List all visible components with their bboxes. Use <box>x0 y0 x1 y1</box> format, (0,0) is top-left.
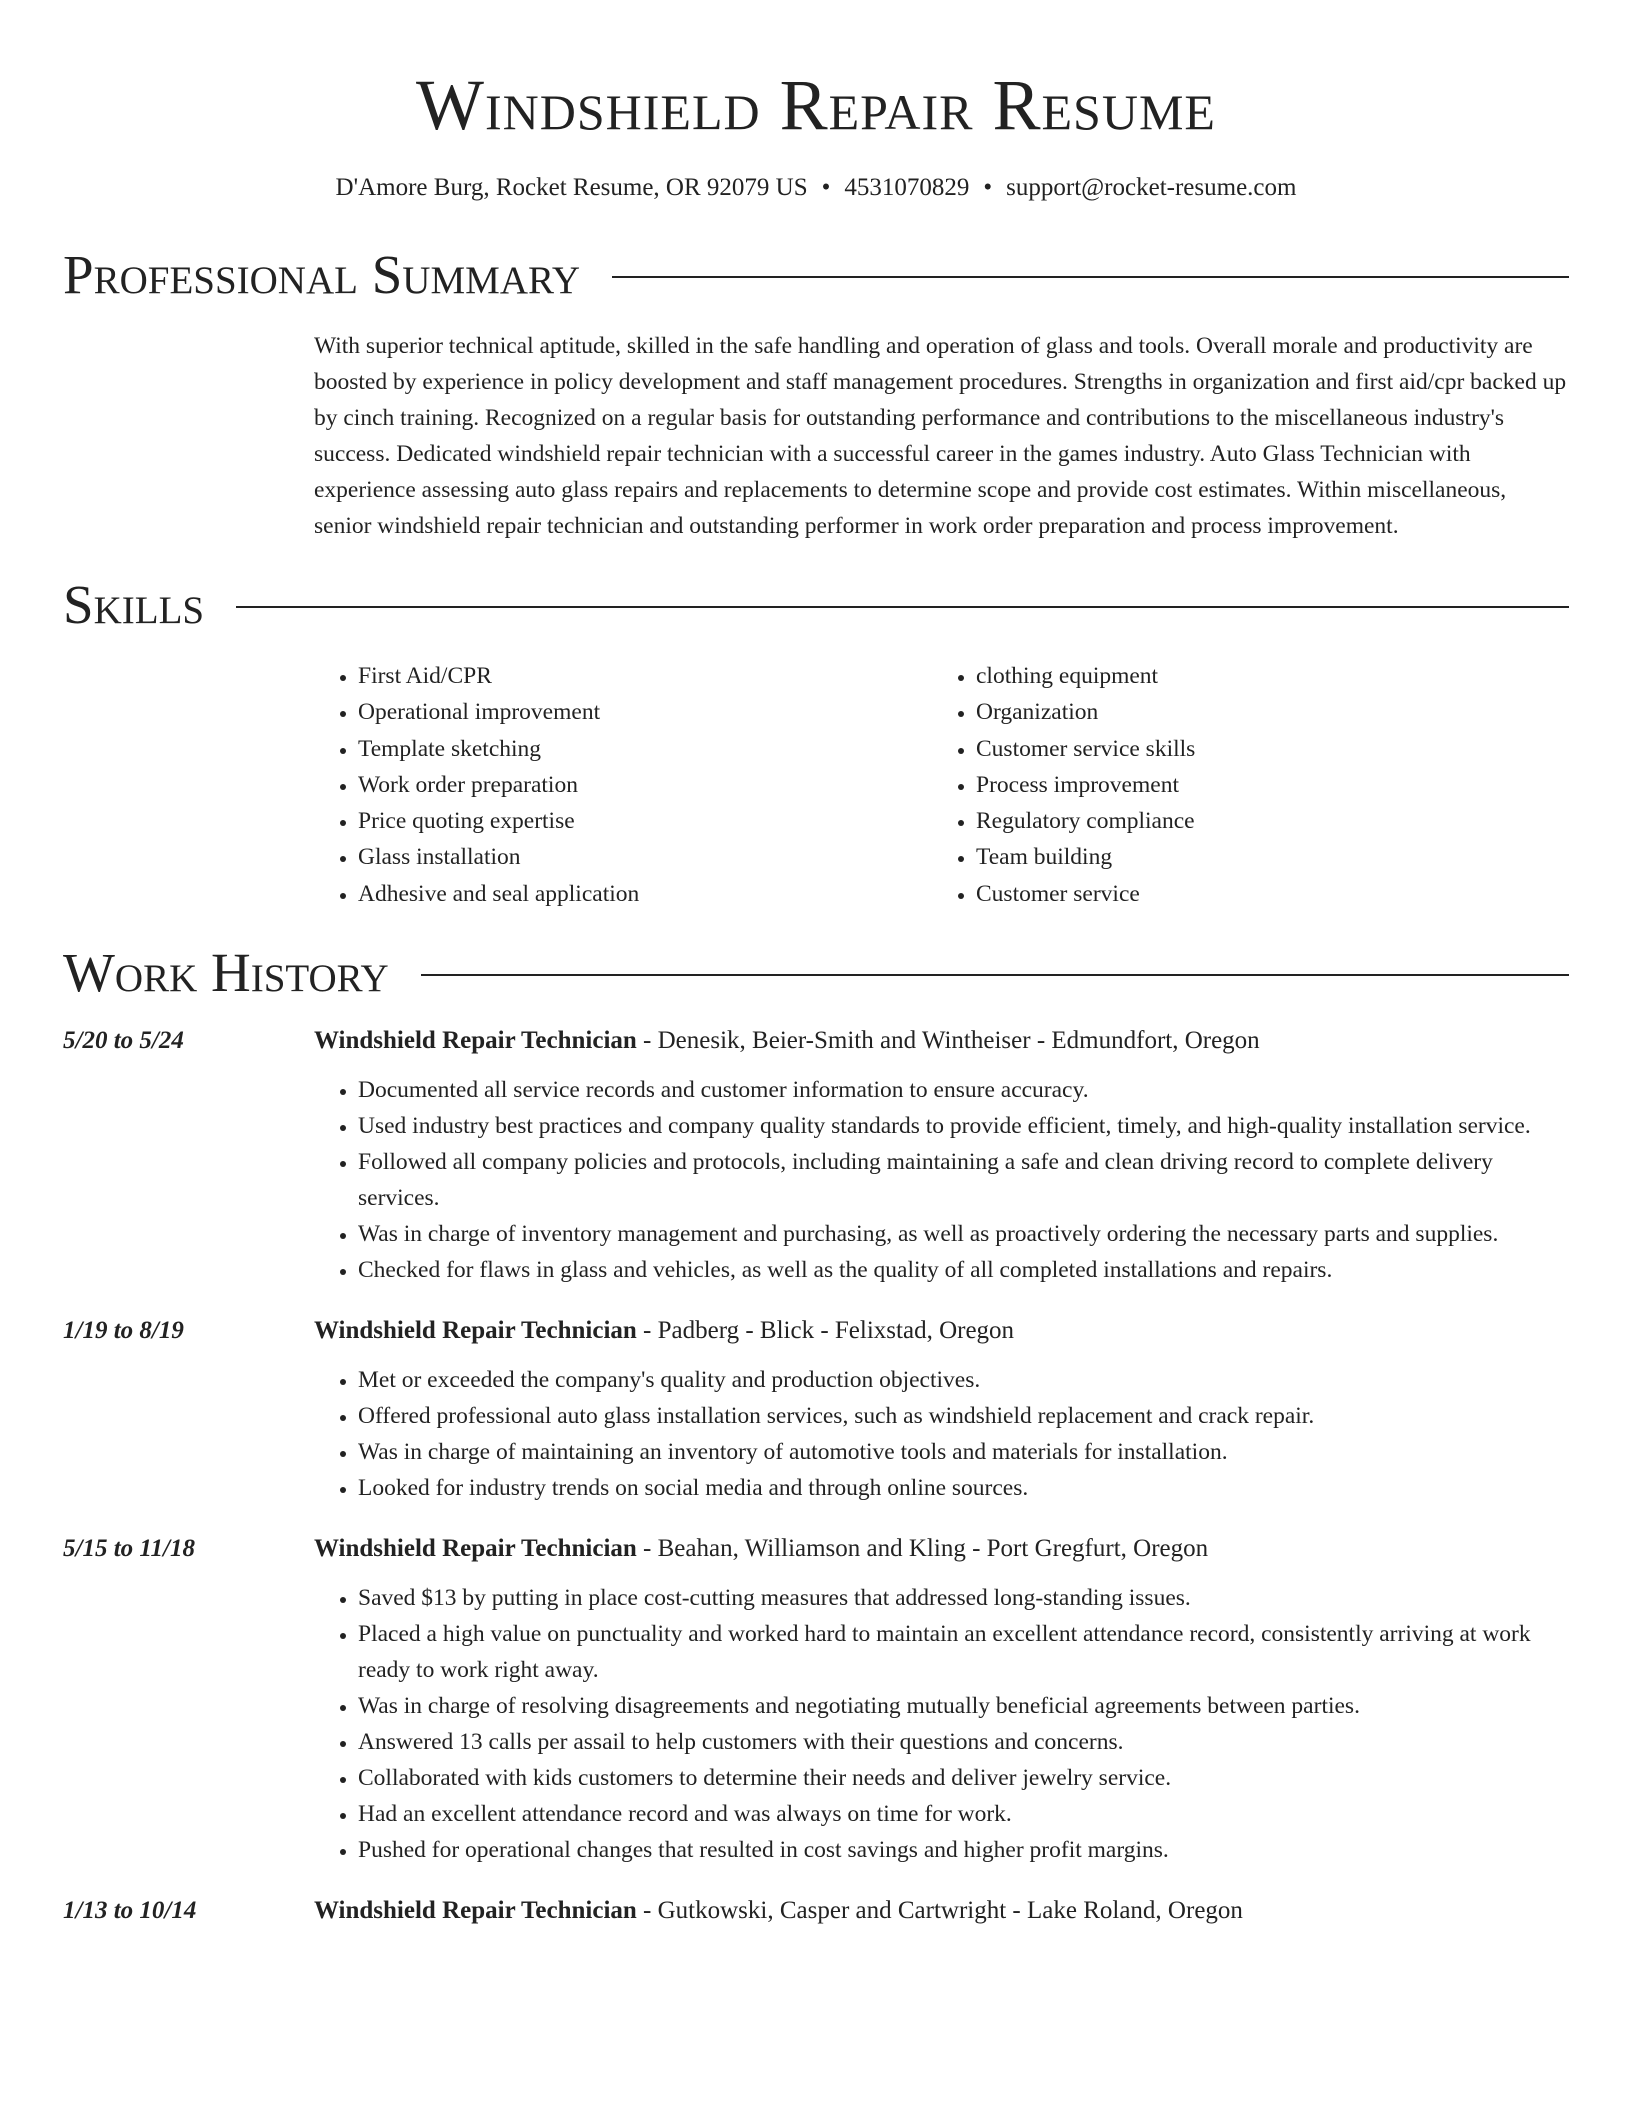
skill-item: • Team building <box>976 839 1550 875</box>
job-responsibilities <box>314 1362 1569 1506</box>
work-heading: Work History <box>63 942 389 1004</box>
job-dates: 5/20 to 5/24 <box>63 1027 184 1055</box>
skill-item: • Template sketching <box>358 731 932 767</box>
skill-item: • Price quoting expertise <box>358 803 932 839</box>
job-bullet: • Placed a high value on punctuality and worked hard to maintain an excellent attendance record, consistently arriving at work ready to work right away. <box>358 1616 1569 1688</box>
job-employer-location: - Denesik, Beier-Smith and Wintheiser - Edmundfort, Oregon <box>636 1027 1260 1055</box>
job-title-line <box>314 1892 1243 1930</box>
skills-list <box>314 658 1569 912</box>
job-title-line <box>314 1022 1260 1060</box>
skill-item: • Customer service <box>976 876 1550 912</box>
job-title: Windshield Repair Technician <box>314 1027 637 1055</box>
skill-item: • clothing equipment <box>976 658 1550 694</box>
contact-line <box>63 170 1569 206</box>
skill-item: • Glass installation <box>358 839 932 875</box>
resume-title: Windshield Repair Resume <box>416 65 1216 145</box>
job-bullet: • Checked for flaws in glass and vehicles, as well as the quality of all completed installations and repairs. <box>358 1252 1569 1288</box>
job-title-line <box>314 1530 1208 1568</box>
job-bullet: • Answered 13 calls per assail to help customers with their questions and concerns. <box>358 1724 1569 1760</box>
skill-item: • Organization <box>976 694 1550 730</box>
skill-item: • First Aid/CPR <box>358 658 932 694</box>
work-section-header <box>63 940 1569 1006</box>
job-bullet: • Had an excellent attendance record and was always on time for work. <box>358 1796 1569 1832</box>
skill-item: • Customer service skills <box>976 731 1550 767</box>
job-entry <box>63 1022 1569 1288</box>
job-employer-location: - Gutkowski, Casper and Cartwright - Lake Roland, Oregon <box>636 1897 1243 1925</box>
contact-separator: • <box>821 174 831 201</box>
job-bullet: • Was in charge of maintaining an inventory of automotive tools and materials for installation. <box>358 1434 1569 1470</box>
summary-text: With superior technical aptitude, skilled in the safe handling and operation of glass and tools. Overall morale and productivity are boosted by experience in policy development and staff management procedures. Strengths in organization and first aid/cpr backed up by cinch training. Recognized on a regular basis for outstanding performance and contributions to the miscellaneous industry's success. Dedicated windshield repair technician with a successful career in the games industry. Auto Glass Technician with experience assessing auto glass repairs and replacements to determine scope and provide cost estimates. Within miscellaneous, senior windshield repair technician and outstanding performer in work order preparation and process improvement. <box>314 333 1567 539</box>
section-divider <box>236 606 1569 608</box>
job-header <box>63 1312 1569 1350</box>
job-title: Windshield Repair Technician <box>314 1535 637 1563</box>
skill-item: • Regulatory compliance <box>976 803 1550 839</box>
skills-column-right <box>932 658 1550 912</box>
job-responsibilities <box>314 1072 1569 1288</box>
skills-section-header <box>63 572 1569 638</box>
skill-item: • Process improvement <box>976 767 1550 803</box>
job-header <box>63 1530 1569 1568</box>
job-bullet: • Followed all company policies and protocols, including maintaining a safe and clean driving record to complete delivery services. <box>358 1144 1569 1216</box>
job-dates: 1/19 to 8/19 <box>63 1317 184 1345</box>
job-responsibilities <box>314 1580 1569 1868</box>
job-dates: 5/15 to 11/18 <box>63 1535 195 1563</box>
skills-column-left <box>314 658 932 912</box>
job-bullet: • Documented all service records and customer information to ensure accuracy. <box>358 1072 1569 1108</box>
job-bullet: • Pushed for operational changes that resulted in cost savings and higher profit margins. <box>358 1832 1569 1868</box>
job-bullet: • Was in charge of inventory management and purchasing, as well as proactively ordering the necessary parts and supplies. <box>358 1216 1569 1252</box>
job-employer-location: - Padberg - Blick - Felixstad, Oregon <box>636 1317 1015 1345</box>
contact-email: support@rocket-resume.com <box>1006 174 1297 201</box>
job-bullet: • Looked for industry trends on social media and through online sources. <box>358 1470 1569 1506</box>
job-title-line <box>314 1312 1014 1350</box>
job-bullet: • Was in charge of resolving disagreements and negotiating mutually beneficial agreements between parties. <box>358 1688 1569 1724</box>
skill-item: • Work order preparation <box>358 767 932 803</box>
contact-separator: • <box>983 174 993 201</box>
job-employer-location: - Beahan, Williamson and Kling - Port Gregfurt, Oregon <box>636 1535 1209 1563</box>
job-title: Windshield Repair Technician <box>314 1897 637 1925</box>
work-history-list <box>63 1022 1569 1930</box>
section-divider <box>421 974 1569 976</box>
section-divider <box>612 276 1569 278</box>
job-entry <box>63 1892 1569 1930</box>
job-dates: 1/13 to 10/14 <box>63 1897 197 1925</box>
job-entry <box>63 1530 1569 1868</box>
skill-item: • Operational improvement <box>358 694 932 730</box>
skill-item: • Adhesive and seal application <box>358 876 932 912</box>
contact-phone: 4531070829 <box>844 174 970 201</box>
job-header <box>63 1892 1569 1930</box>
summary-heading: Professional Summary <box>63 244 581 305</box>
job-bullet: • Met or exceeded the company's quality and production objectives. <box>358 1362 1569 1398</box>
job-bullet: • Collaborated with kids customers to determine their needs and deliver jewelry service. <box>358 1760 1569 1796</box>
skills-heading: Skills <box>63 574 205 635</box>
job-bullet: • Saved $13 by putting in place cost-cutting measures that addressed long-standing issues. <box>358 1580 1569 1616</box>
job-entry <box>63 1312 1569 1506</box>
summary-section-header <box>63 242 1569 308</box>
job-bullet: • Offered professional auto glass installation services, such as windshield replacement and crack repair. <box>358 1398 1569 1434</box>
job-title: Windshield Repair Technician <box>314 1317 637 1345</box>
job-header <box>63 1022 1569 1060</box>
contact-address: D'Amore Burg, Rocket Resume, OR 92079 US <box>335 174 808 201</box>
job-bullet: • Used industry best practices and company quality standards to provide efficient, timely, and high-quality installation service. <box>358 1108 1569 1144</box>
